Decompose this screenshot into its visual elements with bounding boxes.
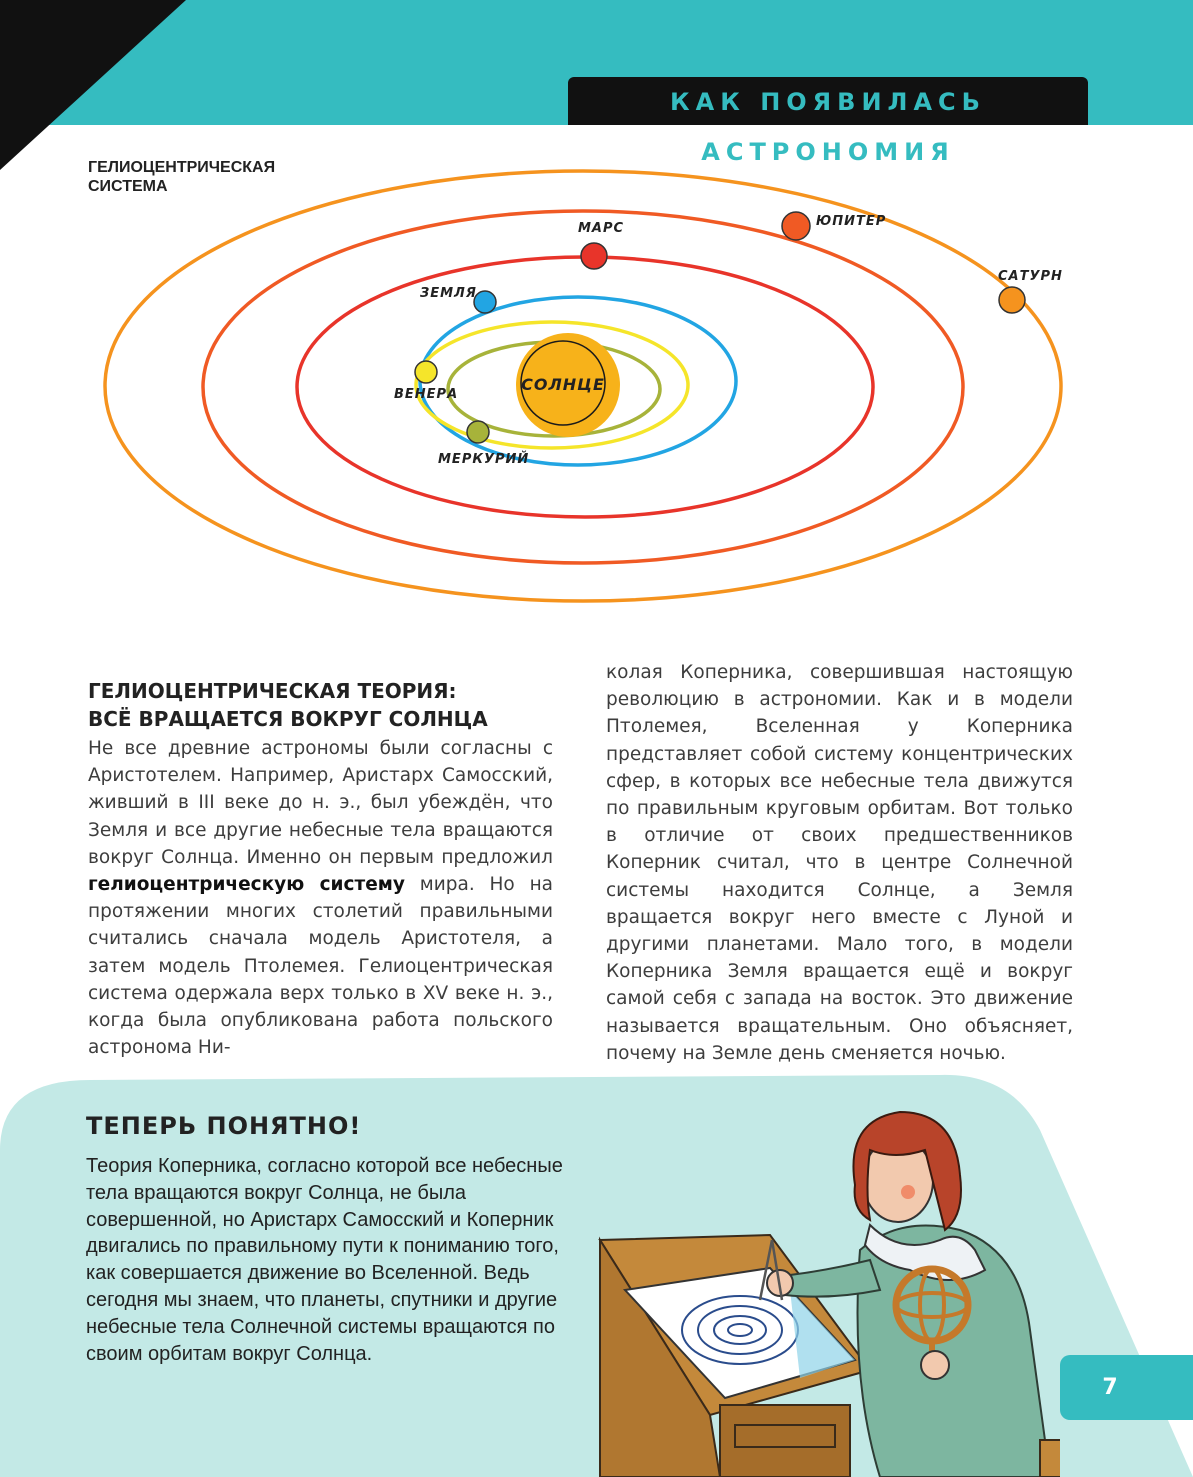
desk-leg (720, 1405, 850, 1477)
article-paragraph-right: колая Коперника, совершившая настоящую революцию в астрономии. Как и в модели Птолемея, Вселенная у Коперника представляет собой систему концентрических сфер, в которых все небесные тела движутся по правильным круговым орбитам. Вот только в отличие от своих предшественников Коперник считал, что в центре Солнечной системы находится Солнце, а Земля вращается вокруг него вместе с Луной и другими планетами. Мало того, в модели Коперника Земля вращается ещё и вокруг самой себя с запада на восток. Это движение называется вращательным. Оно объясняет, почему на Земле день сменяется ночью. (606, 662, 1073, 1064)
callout-paragraph: Теория Коперника, согласно которой все небесные тела вращаются вокруг Солнца, не была совершенной, но Аристарх Самосский и Коперник двигались по правильному пути к пониманию того, как совершается движение во Вселенной. Ведь сегодня мы знаем, что планеты, спутники и другие небесные тела Солнечной системы вращаются по своим орбитам вокруг Солнца. (86, 1155, 563, 1365)
arm (785, 1260, 880, 1297)
jupiter-planet (782, 212, 810, 240)
mercury-planet (467, 421, 489, 443)
sun-label: СОЛНЦЕ (521, 375, 605, 394)
mars-label: МАРС (578, 221, 625, 236)
venus-planet (415, 361, 437, 383)
copernicus-illustration (590, 1095, 1060, 1477)
left-text-start: Не все древние астрономы были согласны с Аристотелем. Например, Аристарх Самосский, живший в III веке до н. э., был убеждён, что Земля и все другие небесные тела вращаются вокруг Солнца. Именно он первым предложил (88, 738, 553, 868)
article-title-line-2: ВСЁ ВРАЩАЕТСЯ ВОКРУГ СОЛНЦА (88, 707, 488, 731)
chair-back (1040, 1440, 1060, 1477)
callout-text (86, 1153, 586, 1367)
callout-title: ТЕПЕРЬ ПОНЯТНО! (86, 1112, 362, 1140)
section-title: КАК ПОЯВИЛАСЬ АСТРОНОМИЯ (568, 77, 1088, 125)
article-paragraph-left (88, 735, 553, 1061)
article-column-right (606, 659, 1073, 1067)
saturn-label: САТУРН (998, 269, 1063, 284)
mercury-label: МЕРКУРИЙ (438, 452, 530, 467)
mars-planet (581, 243, 607, 269)
earth-label: ЗЕМЛЯ (420, 286, 477, 301)
holding-hand (921, 1351, 949, 1379)
cheek (901, 1185, 915, 1199)
diagram-title-line-2: СИСТЕМА (88, 178, 168, 195)
key-term: гелиоцентрическую систему (88, 874, 405, 896)
article-title-line-1: ГЕЛИОЦЕНТРИЧЕСКАЯ ТЕОРИЯ: (88, 679, 457, 703)
page-number: 7 (1102, 1375, 1118, 1400)
earth-planet (474, 291, 496, 313)
jupiter-label: ЮПИТЕР (816, 214, 887, 229)
article-title (88, 677, 568, 733)
article-column-left (88, 735, 553, 1061)
left-text-end: мира. Но на протяжении многих столетий правильными считались сначала модель Аристотеля, а затем модель Птолемея. Гелиоцентрическая система одержала верх только в XV веке н. э., когда была опубликована работа польского астронома Ни- (88, 874, 553, 1059)
heliocentric-diagram (0, 140, 1193, 610)
venus-label: ВЕНЕРА (394, 387, 459, 402)
saturn-planet (999, 287, 1025, 313)
diagram-title-line-1: ГЕЛИОЦЕНТРИЧЕСКАЯ (88, 159, 276, 176)
